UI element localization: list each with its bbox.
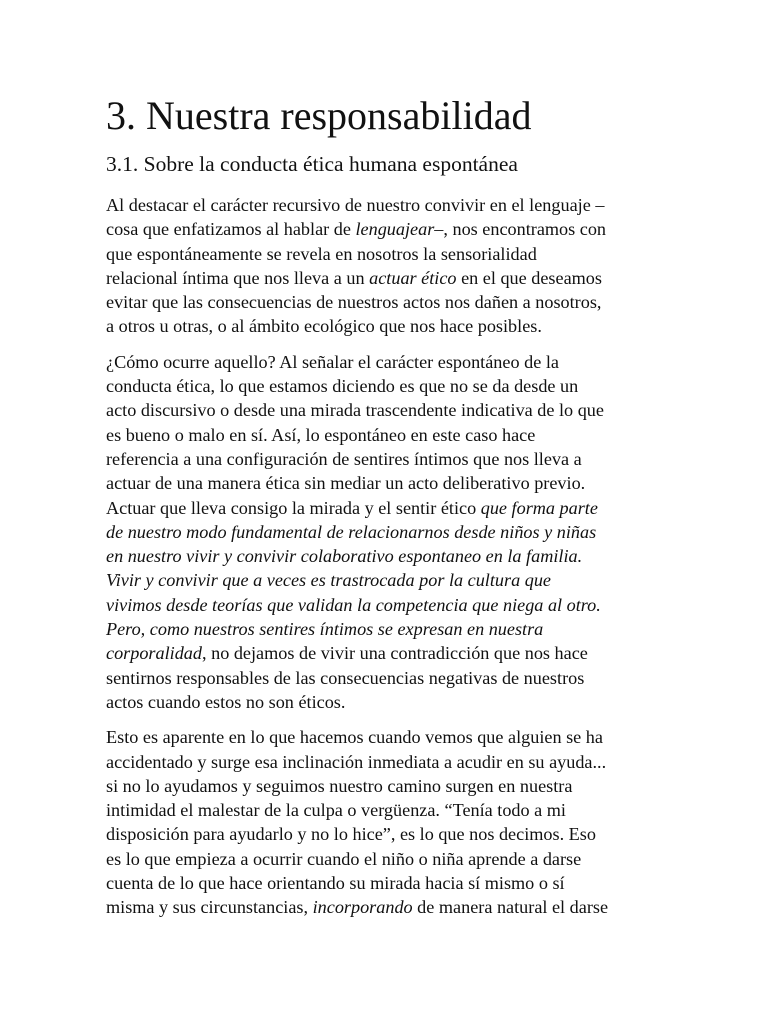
italic-text: actuar ético [369, 267, 457, 288]
text-run: conducta ética, lo que estamos diciendo es que no se da desde un [106, 376, 579, 397]
paragraph [106, 193, 666, 339]
text-run: –, nos encontramos con [434, 219, 607, 240]
text-run: que espontáneamente se revela en nosotros la sensorialidad [106, 243, 537, 264]
text-run: , no dejamos de vivir una contradicción que nos hace [202, 643, 588, 664]
text-run: a otros u otras, o al ámbito ecológico que nos hace posibles. [106, 316, 542, 337]
italic-text: Vivir y convivir que a veces es trastrocada por la cultura que [106, 570, 551, 591]
paragraph [106, 350, 666, 714]
text-run: evitar que las consecuencias de nuestros actos nos dañen a nosotros, [106, 292, 602, 313]
italic-text: que forma parte [480, 497, 598, 518]
text-run: si no lo ayudamos y seguimos nuestro camino surgen en nuestra [106, 775, 573, 796]
italic-text: incorporando [312, 897, 413, 918]
text-run: es lo que empieza a ocurrir cuando el niño o niña aprende a darse [106, 848, 582, 869]
text-run: intimidad el malestar de la culpa o vergüenza. “Tenía todo a mi [106, 800, 566, 821]
text-run: Actuar que lleva consigo la mirada y el sentir ético [106, 497, 481, 518]
text-run: Al destacar el carácter recursivo de nuestro convivir en el lenguaje – [106, 195, 605, 215]
text-run: disposición para ayudarlo y no lo hice”, es lo que nos decimos. Eso [106, 824, 596, 845]
text-run: actuar de una manera ética sin mediar un acto deliberativo previo. [106, 473, 586, 494]
italic-text: en nuestro vivir y convivir colaborativo espontaneo en la familia. [106, 546, 583, 567]
italic-text: lenguajear [355, 219, 435, 240]
italic-text: corporalidad [106, 643, 202, 664]
text-run: accidentado y surge esa inclinación inmediata a acudir en su ayuda... [106, 751, 607, 772]
subsection-heading: 3.1. Sobre la conducta ética humana espontánea [106, 152, 518, 176]
paragraph [106, 725, 666, 919]
italic-text: de nuestro modo fundamental de relacionarnos desde niños y niñas [106, 521, 597, 542]
text-run: acto discursivo o desde una mirada trascendente indicativa de lo que [106, 400, 604, 421]
text-run: relacional íntima que nos lleva a un [106, 267, 370, 288]
body-text [106, 193, 666, 920]
italic-text: Pero, como nuestros sentires íntimos se expresan en nuestra [106, 619, 544, 640]
document-content [106, 92, 666, 931]
text-run: ¿Cómo ocurre aquello? Al señalar el carácter espontáneo de la [106, 351, 559, 372]
text-run: cuenta de lo que hace orientando su mirada hacia sí mismo o sí [106, 873, 565, 894]
text-run: sentirnos responsables de las consecuencias negativas de nuestros [106, 667, 585, 688]
text-run: de manera natural el darse [412, 897, 609, 918]
text-run: actos cuando estos no son éticos. [106, 691, 346, 712]
text-run: es bueno o malo en sí. Así, lo espontáneo en este caso hace [106, 424, 536, 445]
text-run: en el que deseamos [456, 267, 602, 288]
italic-text: vivimos desde teorías que validan la competencia que niega al otro. [106, 594, 601, 615]
text-run: referencia a una configuración de sentires íntimos que nos lleva a [106, 448, 582, 469]
text-run: misma y sus circunstancias, [106, 897, 313, 918]
section-heading: 3. Nuestra responsabilidad [106, 93, 532, 138]
text-run: Esto es aparente en lo que hacemos cuando vemos que alguien se ha [106, 727, 603, 748]
text-run: cosa que enfatizamos al hablar de [106, 219, 356, 240]
